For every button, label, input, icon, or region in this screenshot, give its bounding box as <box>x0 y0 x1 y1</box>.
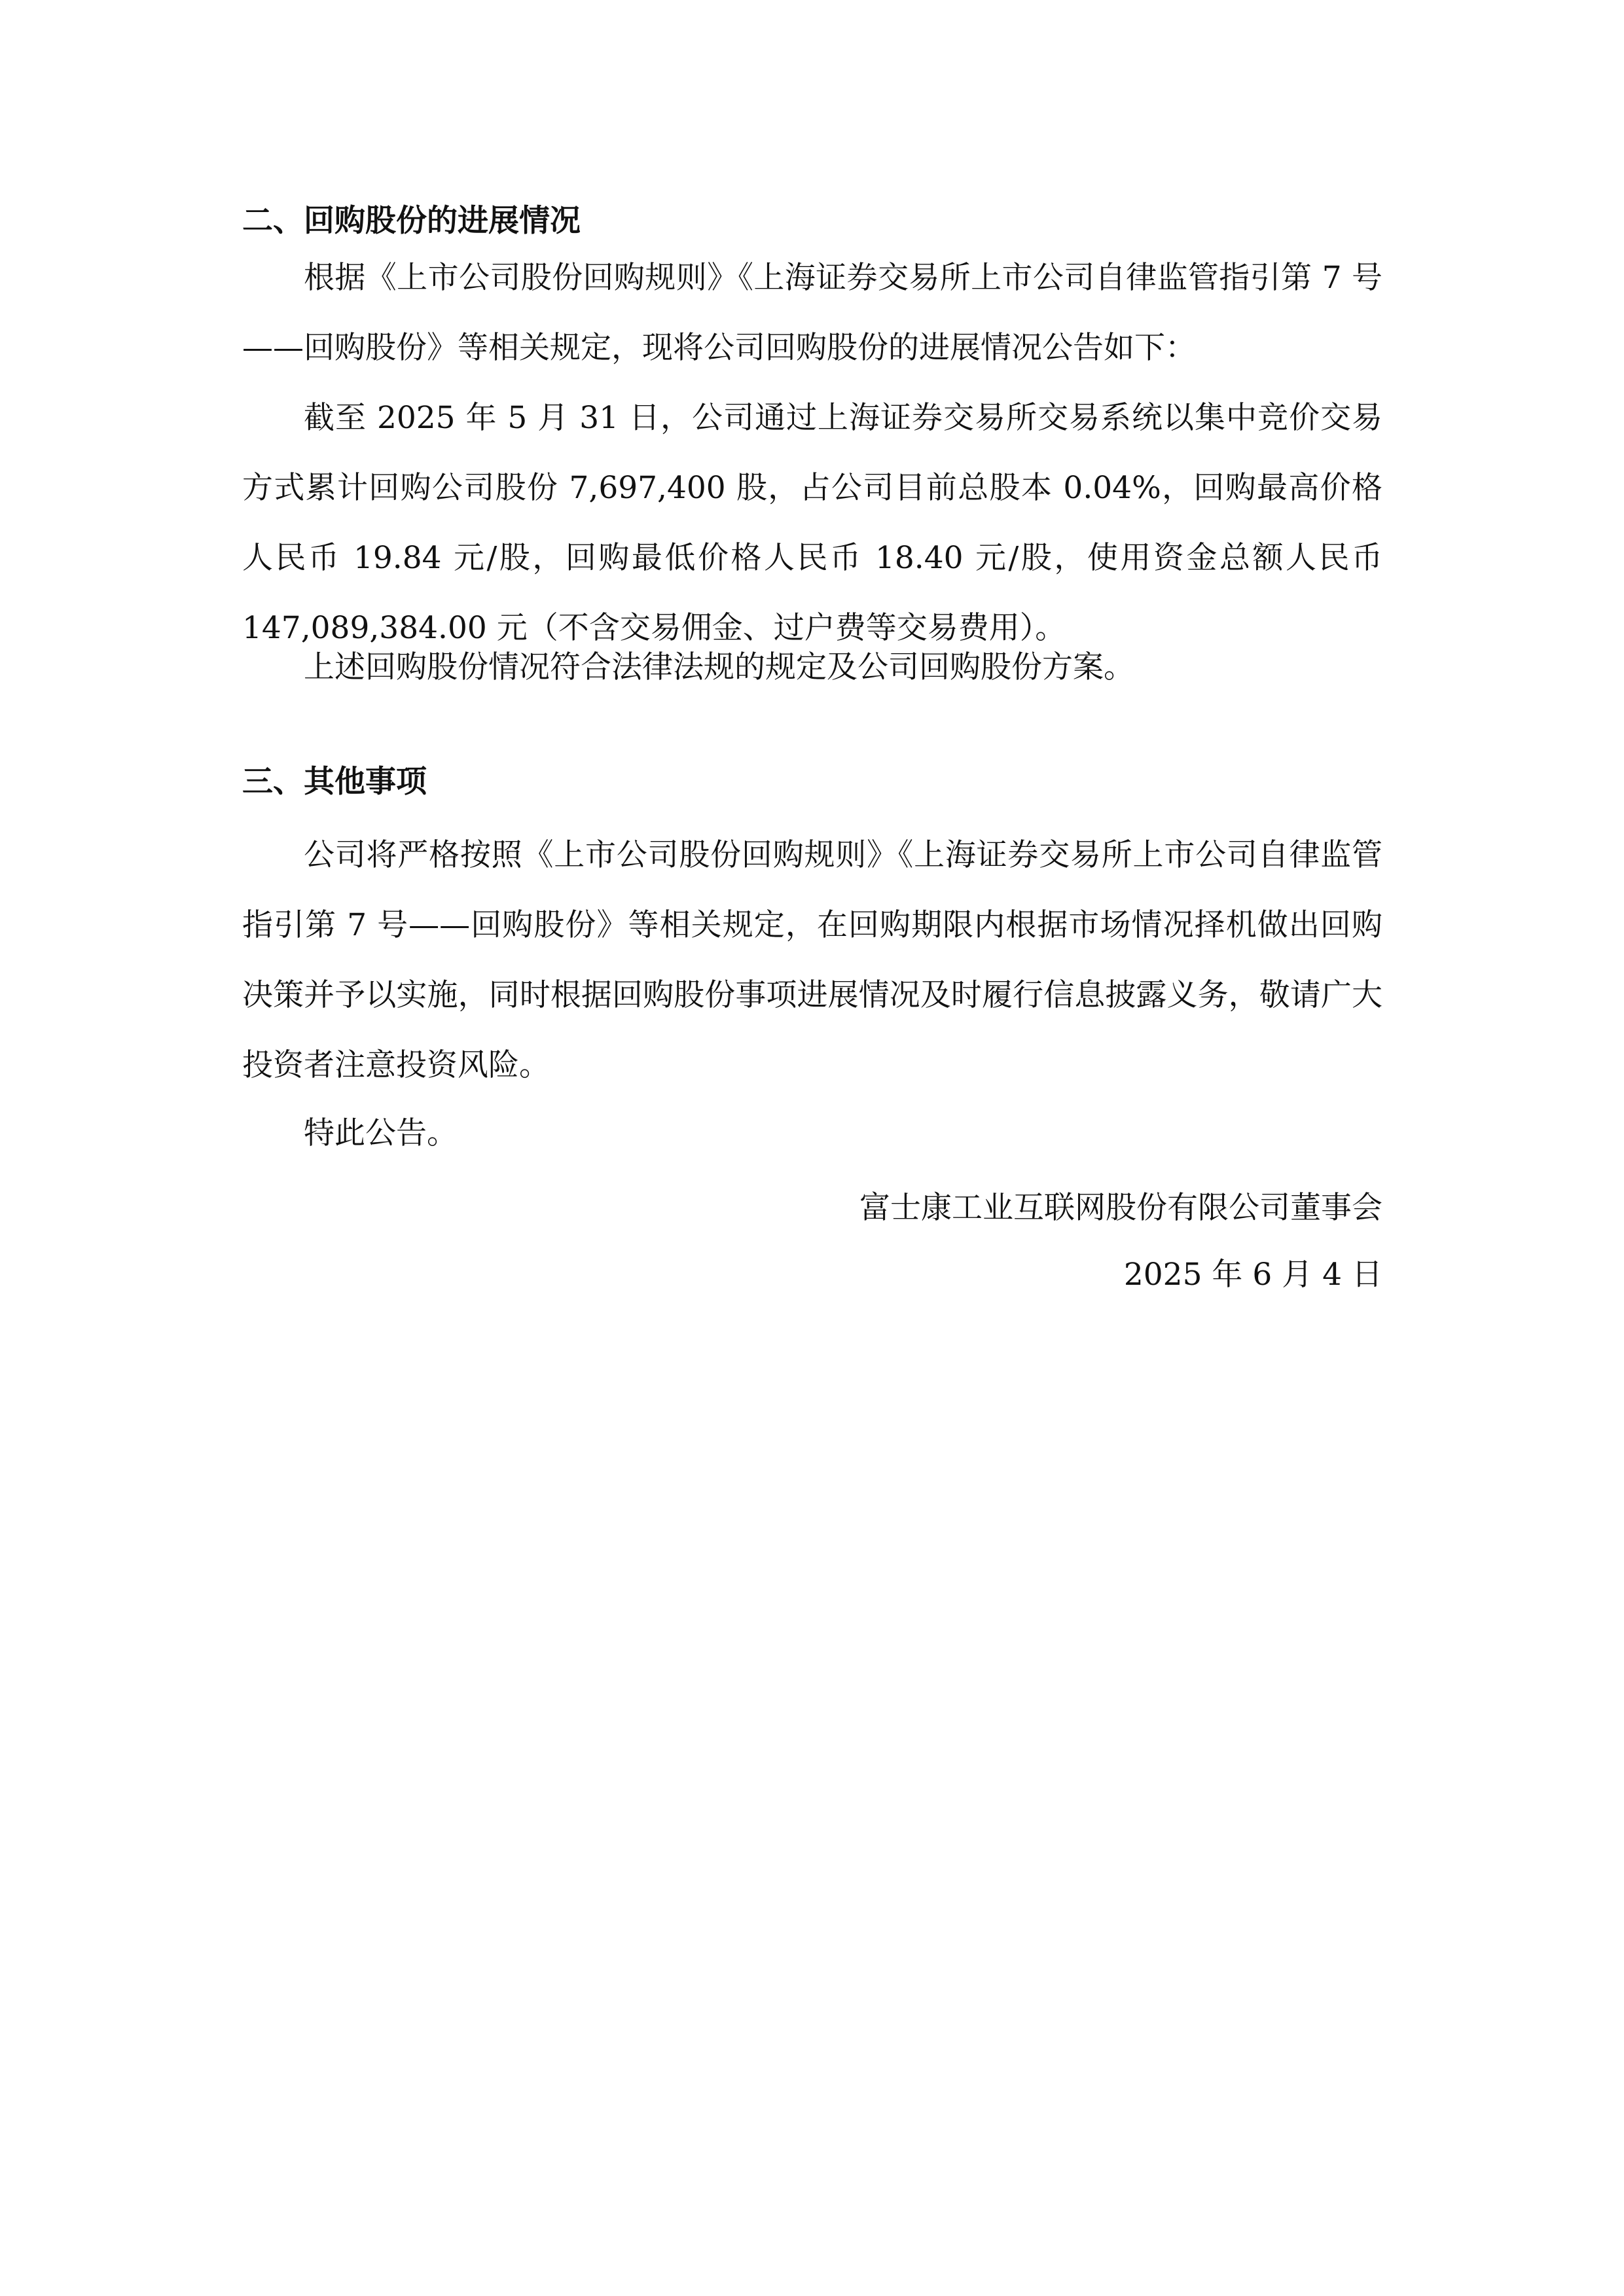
section-heading-repurchase-progress: 二、回购股份的进展情况 <box>242 203 581 239</box>
notice-closing: 特此公告。 <box>304 1115 458 1151</box>
signature-board: 富士康工业互联网股份有限公司董事会 <box>859 1190 1382 1226</box>
paragraph-other-matters: 公司将严格按照《上市公司股份回购规则》《上海证券交易所上市公司自律监管指引第 7 号——回购股份》等相关规定，在回购期限内根据市场情况择机做出回购决策并予以实施，同时根据回购股份事项进展情况及时履行信息披露义务，敬请广大投资者注意投资风险。 <box>242 837 1382 1083</box>
announcement-date: 2025 年 6 月 4 日 <box>1123 1257 1382 1293</box>
paragraph-regulatory-basis: 根据《上市公司股份回购规则》《上海证券交易所上市公司自律监管指引第 7 号——回购股份》等相关规定，现将公司回购股份的进展情况公告如下： <box>242 260 1382 366</box>
section-heading-other-matters: 三、其他事项 <box>242 764 427 800</box>
paragraph-compliance-statement: 上述回购股份情况符合法律法规的规定及公司回购股份方案。 <box>304 649 1134 685</box>
paragraph-repurchase-details: 截至 2025 年 5 月 31 日，公司通过上海证券交易所交易系统以集中竞价交易方式累计回购公司股份 7,697,400 股，占公司目前总股本 0.04%，回购最高价格人民币 19.84 元/股，回购最低价格人民币 18.40 元/股，使用资金总额人民币 147,089,384.00 元（不含交易佣金、过户费等交易费用）。 <box>242 400 1382 646</box>
